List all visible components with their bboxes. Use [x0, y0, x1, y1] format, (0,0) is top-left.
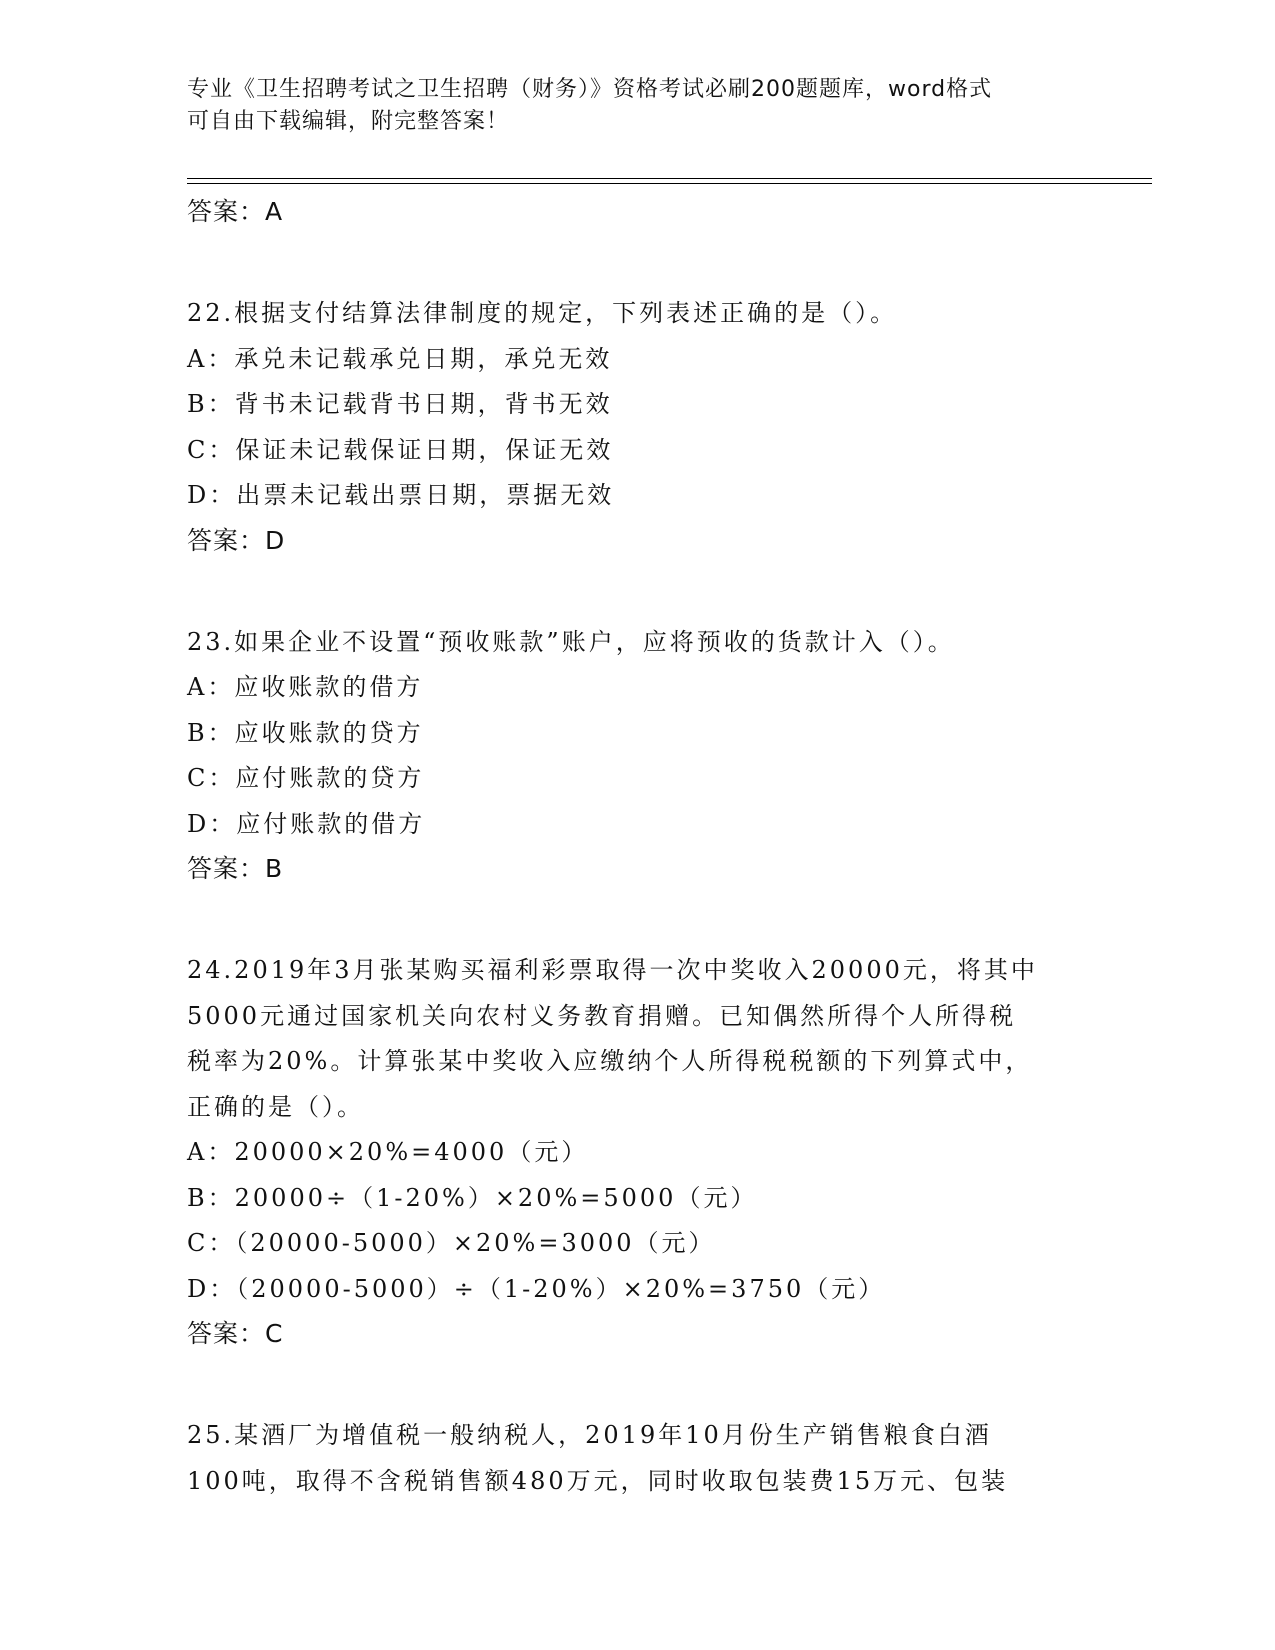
- header-line-2: 可自由下载编辑，附完整答案！: [187, 109, 510, 134]
- question-stem-line: 税率为20%。计算张某中奖收入应缴纳个人所得税税额的下列算式中，: [187, 1047, 1033, 1075]
- header-line-1: 专业《卫生招聘考试之卫生招聘（财务）》资格考试必刷200题题库，word格式: [187, 77, 993, 102]
- option-c: C：（20000-5000）×20%=3000（元）: [187, 1229, 716, 1257]
- question-stem-line: 24.2019年3月张某购买福利彩票取得一次中奖收入20000元，将其中: [187, 956, 1038, 984]
- option-b: B：背书未记载背书日期，背书无效: [187, 390, 613, 418]
- header-divider-bottom: [187, 183, 1152, 184]
- question-stem-line: 正确的是（）。: [187, 1092, 364, 1121]
- answer: 答案：B: [187, 854, 284, 883]
- question-stem-line: 5000元通过国家机关向农村义务教育捐赠。已知偶然所得个人所得税: [187, 1001, 1017, 1030]
- question-list: [187, 190, 1087, 1504]
- option-a: A：20000×20%=4000（元）: [187, 1138, 589, 1166]
- option-a: A：应收账款的借方: [187, 673, 424, 701]
- answer: 答案：D: [187, 525, 286, 555]
- question-stem-line: 25.某酒厂为增值税一般纳税人，2019年10月份生产销售粮食白酒: [187, 1421, 992, 1449]
- option-d: D：出票未记载出票日期，票据无效: [187, 481, 615, 509]
- option-d: D：应付账款的借方: [187, 809, 426, 838]
- question-stem-line: 23.如果企业不设置“预收账款”账户，应将预收的货款计入（）。: [187, 627, 955, 656]
- previous-answer: 答案：A: [187, 197, 284, 226]
- question-stem-line: 22.根据支付结算法律制度的规定，下列表述正确的是（）。: [187, 299, 898, 327]
- question-25: [187, 1413, 1087, 1504]
- question-23: [187, 620, 1087, 892]
- option-b: B：应收账款的贷方: [187, 718, 424, 747]
- question-22: [187, 291, 1087, 563]
- document-header: [187, 74, 1067, 138]
- option-a: A：承兑未记载承兑日期，承兑无效: [187, 344, 613, 373]
- question-stem-line: 100吨，取得不含税销售额480万元，同时收取包装费15万元、包装: [187, 1466, 1009, 1495]
- option-b: B：20000÷（1-20%）×20%=5000（元）: [187, 1183, 758, 1212]
- option-c: C：应付账款的贷方: [187, 764, 425, 792]
- question-24: [187, 948, 1087, 1356]
- header-divider-top: [187, 178, 1152, 179]
- option-d: D：（20000-5000）÷（1-20%）×20%=3750（元）: [187, 1274, 886, 1303]
- option-c: C：保证未记载保证日期，保证无效: [187, 435, 614, 464]
- answer: 答案：C: [187, 1319, 284, 1348]
